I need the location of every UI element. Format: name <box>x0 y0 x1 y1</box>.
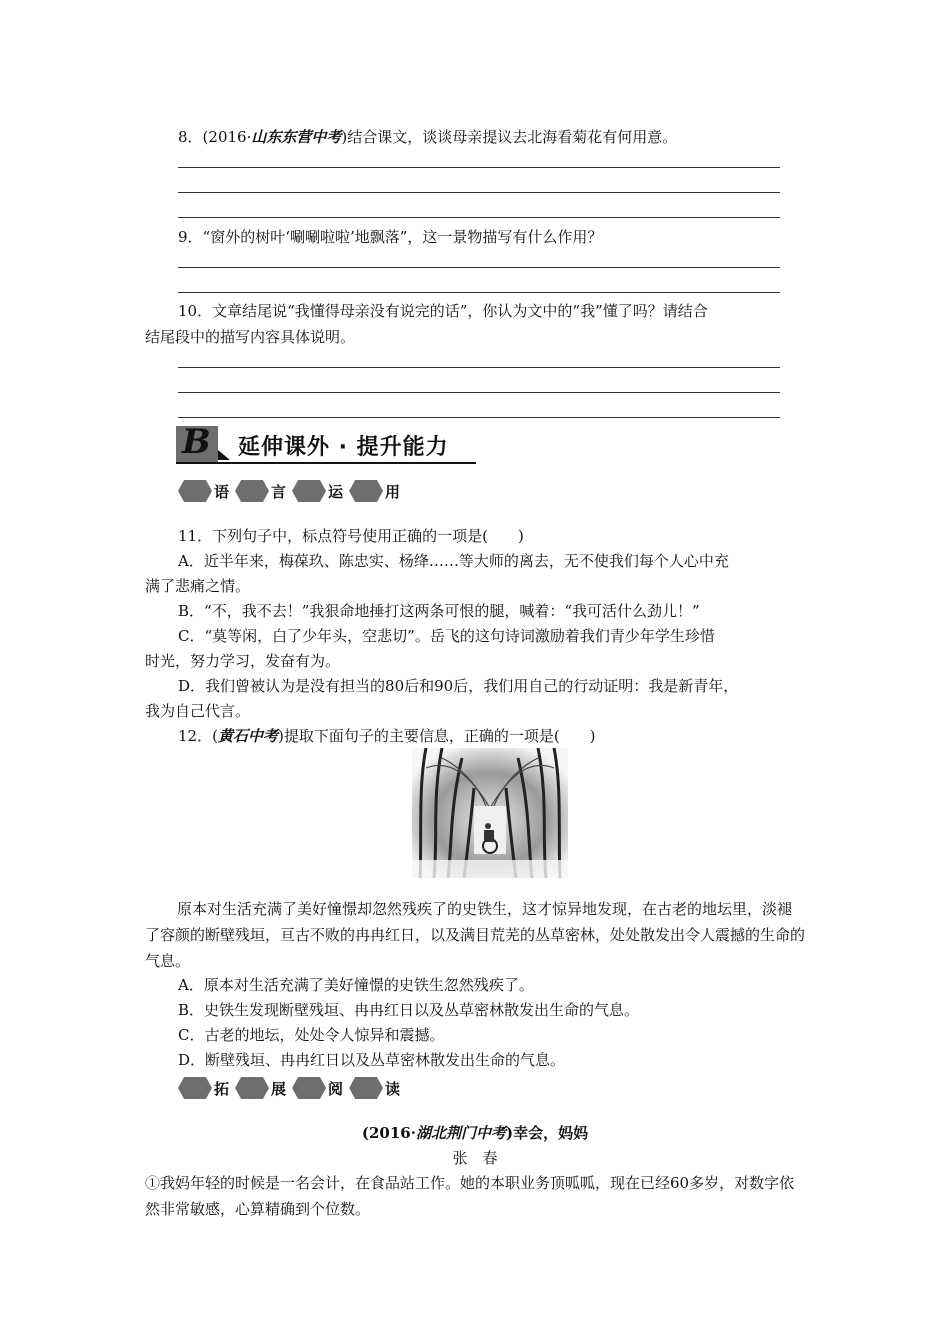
hexagon-icon <box>349 1077 383 1099</box>
hexagon-icon <box>235 480 269 502</box>
question-10-line1: 10．文章结尾说“我懂得母亲没有说完的话”，你认为文中的“我”懂了吗？请结合 <box>178 302 708 320</box>
question-10-line2: 结尾段中的描写内容具体说明。 <box>145 328 356 346</box>
q11-option-c: C．“莫等闲，白了少年头，空悲切”。岳飞的这句诗词激励着我们青少年学生珍惜 <box>178 627 715 645</box>
question-9: 9．“窗外的树叶‘唰唰啦啦’地飘落”，这一景物描写有什么作用？ <box>178 228 603 246</box>
hexagon-icon <box>292 480 326 502</box>
q11-option-d-cont: 我为自己代言。 <box>145 702 251 720</box>
article-title: (2016·湖北荆门中考)幸会，妈妈 <box>361 1124 589 1142</box>
answer-line[interactable] <box>178 192 780 193</box>
answer-line[interactable] <box>178 267 780 268</box>
section-underline <box>176 462 476 464</box>
answer-line[interactable] <box>178 167 780 168</box>
answer-line[interactable] <box>178 292 780 293</box>
question-12-stem: 12．(黄石中考)提取下面句子的主要信息，正确的一项是( ) <box>178 727 596 745</box>
q11-option-a: A．近半年来，梅葆玖、陈忠实、杨绛……等大师的离去，无不使我们每个人心中充 <box>178 552 729 570</box>
q11-option-c-cont: 时光，努力学习，发奋有为。 <box>145 652 341 670</box>
q11-option-b: B．“不，我不去！”我狠命地捶打这两条可恨的腿，喊着：“我可活什么劲儿！” <box>178 602 700 620</box>
q12-option-c: C．古老的地坛，处处令人惊异和震撼。 <box>178 1026 445 1044</box>
answer-line[interactable] <box>178 217 780 218</box>
question-11-stem: 11．下列句子中，标点符号使用正确的一项是( ) <box>178 527 524 545</box>
q11-option-d: D．我们曾被认为是没有担当的80后和90后，我们用自己的行动证明：我是新青年， <box>178 677 739 695</box>
q12-option-d: D．断壁残垣、冉冉红日以及丛草密林散发出生命的气息。 <box>178 1051 566 1069</box>
arrow-icon <box>218 450 230 460</box>
question-8: 8．(2016·山东东营中考)结合课文，谈谈母亲提议去北海看菊花有何用意。 <box>178 128 678 146</box>
source-tag: 山东东营中考 <box>251 128 342 146</box>
q12-option-a: A．原本对生活充满了美好憧憬的史铁生忽然残疾了。 <box>178 976 534 994</box>
q12-option-b: B．史铁生发现断壁残垣、冉冉红日以及丛草密林散发出生命的气息。 <box>178 1001 640 1019</box>
section-b-header <box>176 424 476 464</box>
hexagon-icon <box>235 1077 269 1099</box>
answer-line[interactable] <box>178 417 780 418</box>
source-tag: 湖北荆门中考 <box>415 1124 506 1142</box>
tag-row-extended-reading: 拓 展 阅 读 <box>178 1077 406 1099</box>
illustration-tree-lined-path <box>412 748 568 878</box>
hexagon-icon <box>292 1077 326 1099</box>
q11-option-a-cont: 满了悲痛之情。 <box>145 577 251 595</box>
section-title: 延伸课外 · 提升能力 <box>238 435 449 460</box>
answer-line[interactable] <box>178 392 780 393</box>
article-author: 张 春 <box>452 1149 498 1167</box>
tag-row-language-use: 语 言 运 用 <box>178 480 406 502</box>
hexagon-icon <box>178 480 212 502</box>
q12-passage: 原本对生活充满了美好憧憬却忽然残疾了的史铁生，这才惊异地发现，在古老的地坛里，淡褪了容颜的断壁残垣，亘古不败的冉冉红日，以及满目荒芜的丛草密林，处处散发出令人震撼的生命的气息。 <box>145 900 806 970</box>
trees-illustration <box>412 748 568 878</box>
section-letter: B <box>182 422 211 462</box>
source-tag: 黄石中考 <box>217 727 278 745</box>
hexagon-icon <box>349 480 383 502</box>
hexagon-icon <box>178 1077 212 1099</box>
answer-line[interactable] <box>178 367 780 368</box>
article-paragraph-1: ①我妈年轻的时候是一名会计，在食品站工作。她的本职业务顶呱呱，现在已经60多岁，对数字依然非常敏感，心算精确到个位数。 <box>145 1174 795 1218</box>
